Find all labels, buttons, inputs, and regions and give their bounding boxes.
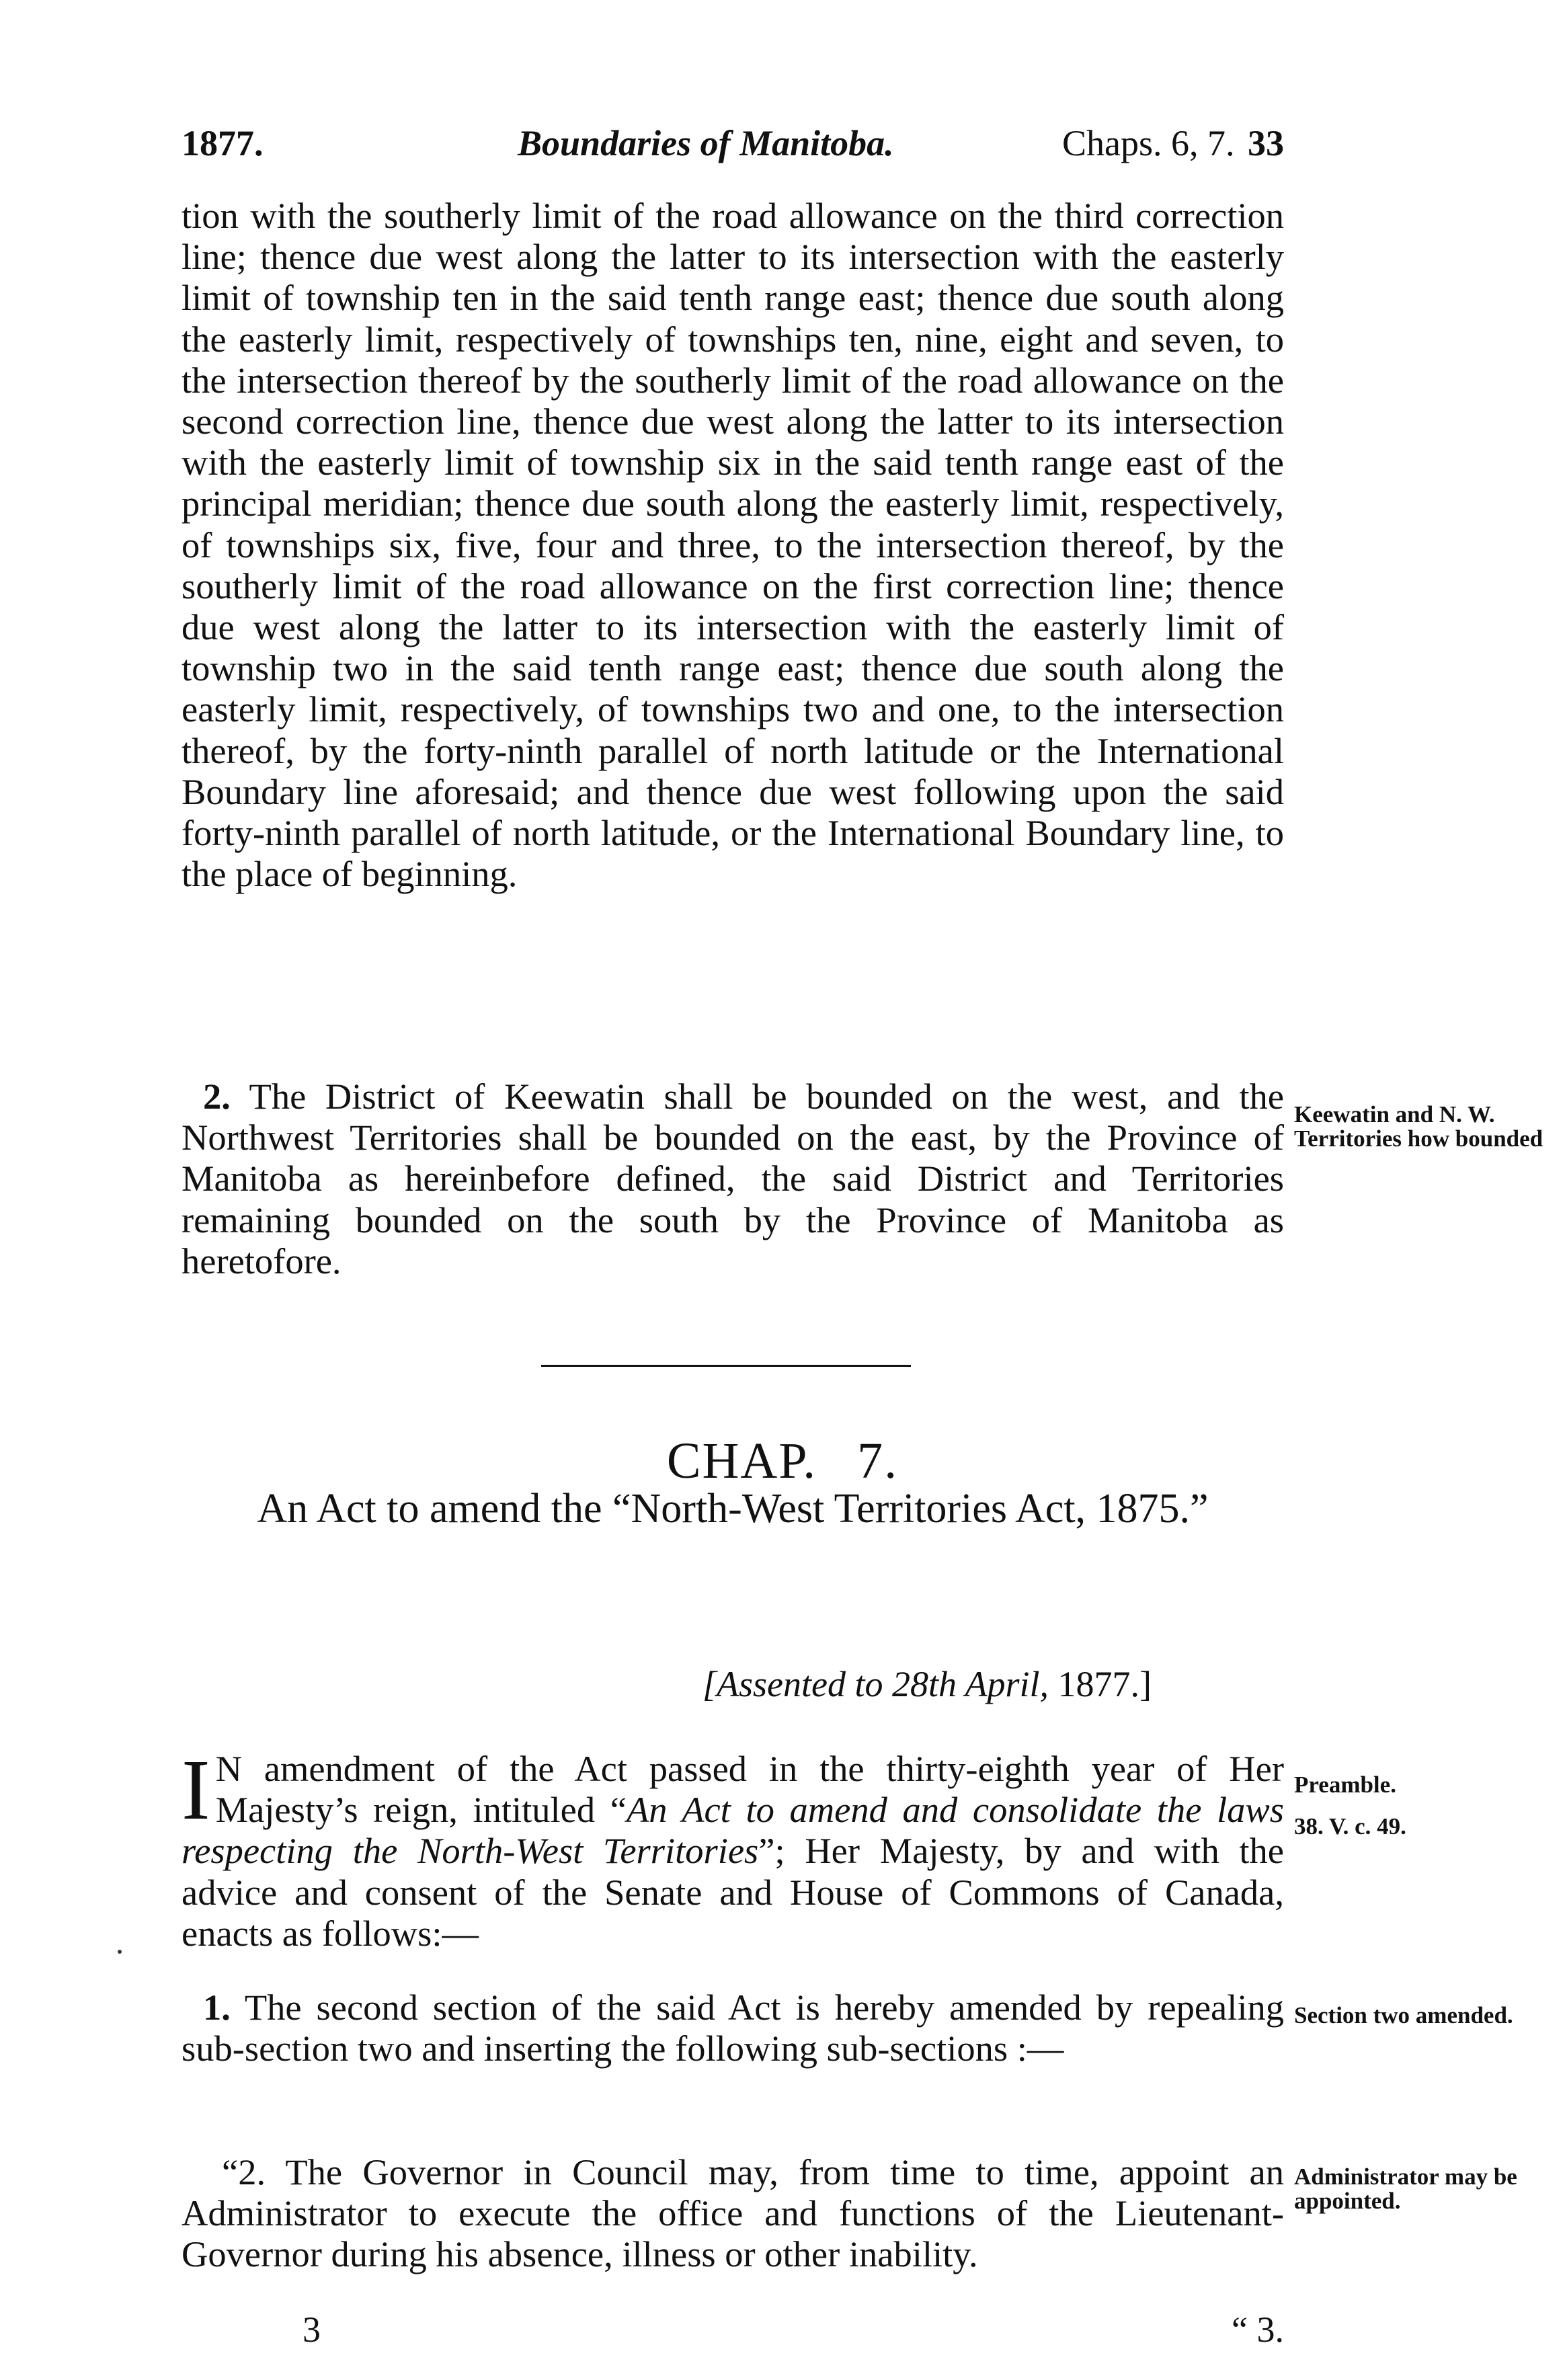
assent-italic: [Assented to 28th April,	[703, 1664, 1049, 1704]
section-text: The District of Keewatin shall be bounded on the west, and the Northwest Territories shall be bounded on the east, by the Province of Manitoba as hereinbefore defined, the said District and Territories remaining bounded on the south by the Province of Manitoba as heretofore.	[182, 1076, 1284, 1281]
print-fleck	[118, 1950, 122, 1954]
act-title: An Act to amend the “North-West Territories Act, 1875.”	[257, 1486, 1209, 1532]
section-divider	[541, 1365, 911, 1367]
header-year: 1877.	[182, 123, 264, 163]
margin-note-section-two: Section two amended.	[1294, 2002, 1513, 2028]
paragraph-continuation: tion with the southerly limit of the road allowance on the third correction line; thence due west along the latter to its intersection with the easterly limit of township ten in the said tenth range east; thence due south along the easterly limit, respectively of townships ten, nine, eight and seven, to the intersection thereof by the southerly limit of the road allowance on the second correction line, thence due west along the latter to its intersection with the easterly limit of township six in the said tenth range east of the principal meridian; thence due south along the easterly limit, respectively, of townships six, five, four and three, to the intersection thereof, by the southerly limit of the road allowance on the first correction line; thence due west along the latter to its intersection with the easterly limit of township two in the said tenth range east; thence due south along the easterly limit, respectively, of townships two and one, to the intersection thereof, by the forty-ninth parallel of north latitude or the International Boundary line aforesaid; and thence due west following upon the said forty-ninth parallel of north latitude, or the International Boundary line, to the place of beginning.	[182, 195, 1284, 895]
margin-note-administrator: Administrator may be appointed.	[1294, 2164, 1517, 2214]
signature-mark: 3	[303, 2309, 321, 2350]
margin-note-citation: 38. V. c. 49.	[1294, 1813, 1406, 1839]
assent-date	[703, 1661, 1152, 1708]
chapter-heading	[0, 1432, 1565, 1491]
section-text: The second section of the said Act is hereby amended by repealing sub-section two and inserting the following sub-sections :—	[182, 1987, 1284, 2069]
margin-note-keewatin: Keewatin and N. W. Territories how bounded	[1294, 1101, 1543, 1152]
chapter-word: CHAP.	[666, 1433, 817, 1489]
assent-year: 1877.]	[1057, 1664, 1152, 1704]
page-footer	[182, 2306, 1284, 2353]
margin-note-preamble-label: Preamble.	[1294, 1772, 1396, 1798]
subsection-2-paragraph: “2. The Governor in Council may, from time to time, appoint an Administrator to execute the office and functions of the Lieutenant-Governor during his absence, illness or other inability.	[182, 2151, 1284, 2275]
preamble-act-title: An Act to amend and consolidate the laws respecting the North-West Territories	[182, 1789, 1284, 1872]
section-2-paragraph	[182, 1076, 1284, 1281]
drop-cap: I	[182, 1742, 210, 1837]
section-1-paragraph	[182, 1987, 1284, 2069]
margin-note-preamble	[1294, 1773, 1563, 1839]
preamble-text-2: ”; Her Majesty, by and with the advice and consent of the Senate and House of Commons of Canada, enacts as follows:—	[182, 1830, 1284, 1954]
catchword: “ 3.	[1232, 2309, 1284, 2350]
preamble-text-1: N amendment of the Act passed in the thirty-eighth year of Her Majesty’s reign, intituled “	[215, 1748, 1284, 1831]
chapter-number: 7.	[857, 1433, 899, 1489]
header-chapters: Chaps. 6, 7.	[1062, 123, 1235, 163]
section-number: 2.	[203, 1076, 231, 1117]
header-title: Boundaries of Manitoba.	[518, 123, 894, 163]
preamble-paragraph	[182, 1742, 1284, 1954]
section-number: 1.	[203, 1987, 231, 2028]
running-header	[182, 120, 1284, 167]
page-number: 33	[1248, 123, 1284, 163]
